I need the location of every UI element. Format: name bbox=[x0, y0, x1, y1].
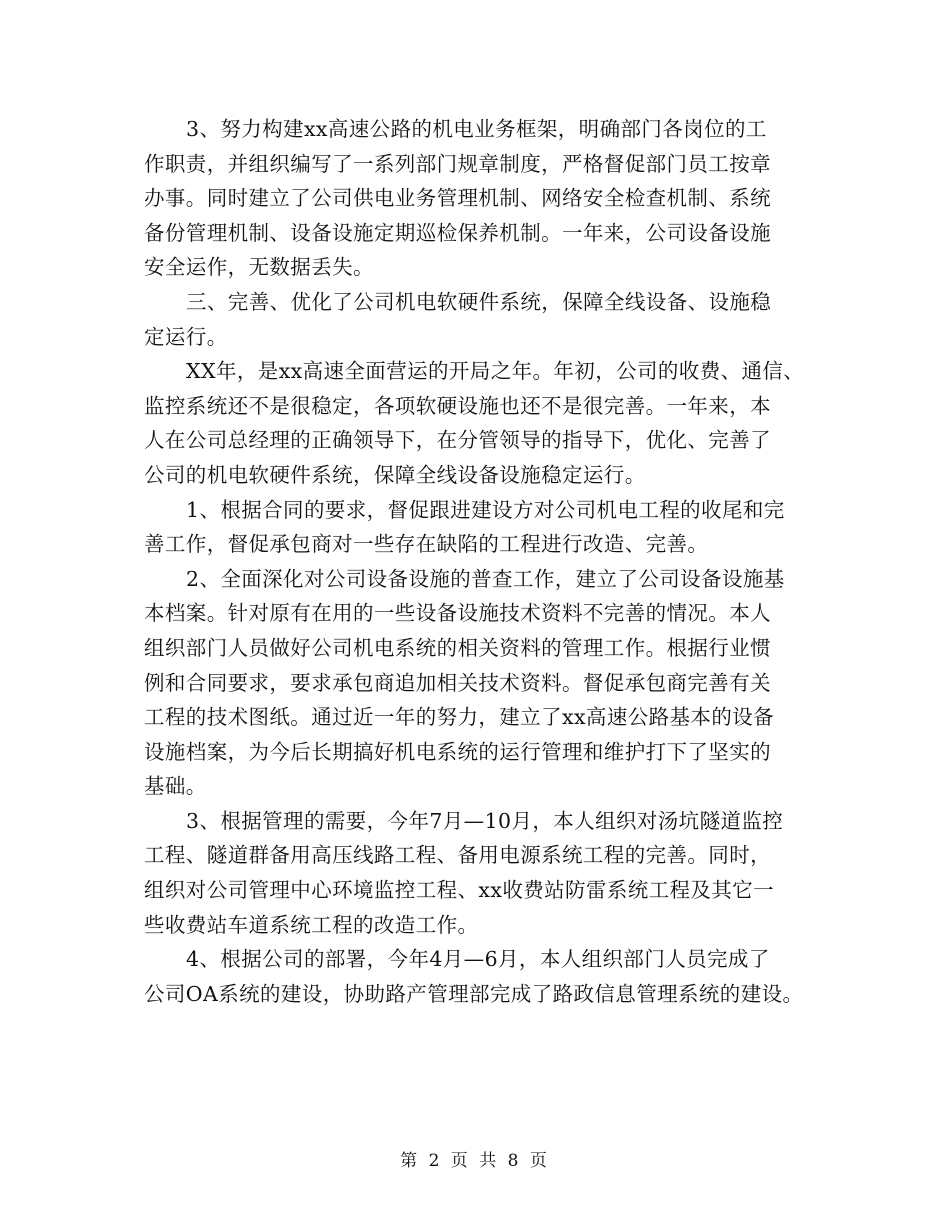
paragraph-line: 工程、隧道群备用高压线路工程、备用电源系统工程的完善。同时， bbox=[144, 843, 771, 868]
paragraph-line: 工程的技术图纸。通过近一年的努力，建立了xx高速公路基本的设备 bbox=[144, 705, 775, 730]
paragraph-line: 例和合同要求，要求承包商追加相关技术资料。督促承包商完善有关 bbox=[144, 670, 771, 695]
paragraph-line: 2、全面深化对公司设备设施的普查工作，建立了公司设备设施基 bbox=[186, 566, 785, 591]
paragraph-line: XX年，是xx高速全面营运的开局之年。年初，公司的收费、通信、 bbox=[186, 359, 805, 384]
paragraph-line: 4、根据公司的部署，今年4月—6月，本人组织部门人员完成了 bbox=[186, 947, 770, 972]
paragraph-line: 人在公司总经理的正确领导下，在分管领导的指导下，优化、完善了 bbox=[144, 428, 771, 453]
document-body bbox=[144, 112, 844, 1011]
paragraph-line: 3、根据管理的需要，今年7月—10月，本人组织对汤坑隧道监控 bbox=[186, 808, 784, 833]
paragraph-line: 组织对公司管理中心环境监控工程、xx收费站防雷系统工程及其它一 bbox=[144, 878, 775, 903]
paragraph-line: 公司OA系统的建设，协助路产管理部完成了路政信息管理系统的建设。 bbox=[144, 981, 804, 1006]
paragraph-line: 安全运作，无数据丢失。 bbox=[144, 255, 374, 280]
paragraph-line: 作职责，并组织编写了一系列部门规章制度，严格督促部门员工按章 bbox=[144, 151, 771, 176]
paragraph-line: 定运行。 bbox=[144, 324, 228, 349]
paragraph-7 bbox=[144, 942, 844, 1011]
paragraph-line: 组织部门人员做好公司机电系统的相关资料的管理工作。根据行业惯 bbox=[144, 635, 771, 660]
paragraph-6 bbox=[144, 804, 844, 942]
paragraph-4 bbox=[144, 493, 844, 562]
paragraph-1 bbox=[144, 112, 844, 285]
page-number-footer: 第 2 页 共 8 页 bbox=[400, 1151, 550, 1171]
paragraph-line: 善工作，督促承包商对一些存在缺陷的工程进行改造、完善。 bbox=[144, 532, 709, 557]
paragraph-line: 公司的机电软硬件系统，保障全线设备设施稳定运行。 bbox=[144, 462, 646, 487]
paragraph-line: 三、完善、优化了公司机电软硬件系统，保障全线设备、设施稳 bbox=[186, 289, 772, 314]
paragraph-line: 办事。同时建立了公司供电业务管理机制、网络安全检查机制、系统 bbox=[144, 186, 771, 211]
paragraph-line: 基础。 bbox=[144, 774, 207, 799]
paragraph-3 bbox=[144, 354, 844, 492]
paragraph-line: 备份管理机制、设备设施定期巡检保养机制。一年来，公司设备设施 bbox=[144, 220, 771, 245]
paragraph-5 bbox=[144, 562, 844, 804]
paragraph-line: 1、根据合同的要求，督促跟进建设方对公司机电工程的收尾和完 bbox=[186, 497, 785, 522]
paragraph-line: 本档案。针对原有在用的一些设备设施技术资料不完善的情况。本人 bbox=[144, 601, 771, 626]
paragraph-line: 3、努力构建xx高速公路的机电业务框架，明确部门各岗位的工 bbox=[186, 117, 767, 141]
paragraph-line: 些收费站车道系统工程的改造工作。 bbox=[144, 912, 479, 937]
paragraph-line: 监控系统还不是很稳定，各项软硬设施也还不是很完善。一年来，本 bbox=[144, 393, 771, 418]
paragraph-line: 设施档案，为今后长期搞好机电系统的运行管理和维护打下了坚实的 bbox=[144, 739, 771, 764]
paragraph-2 bbox=[144, 285, 844, 354]
